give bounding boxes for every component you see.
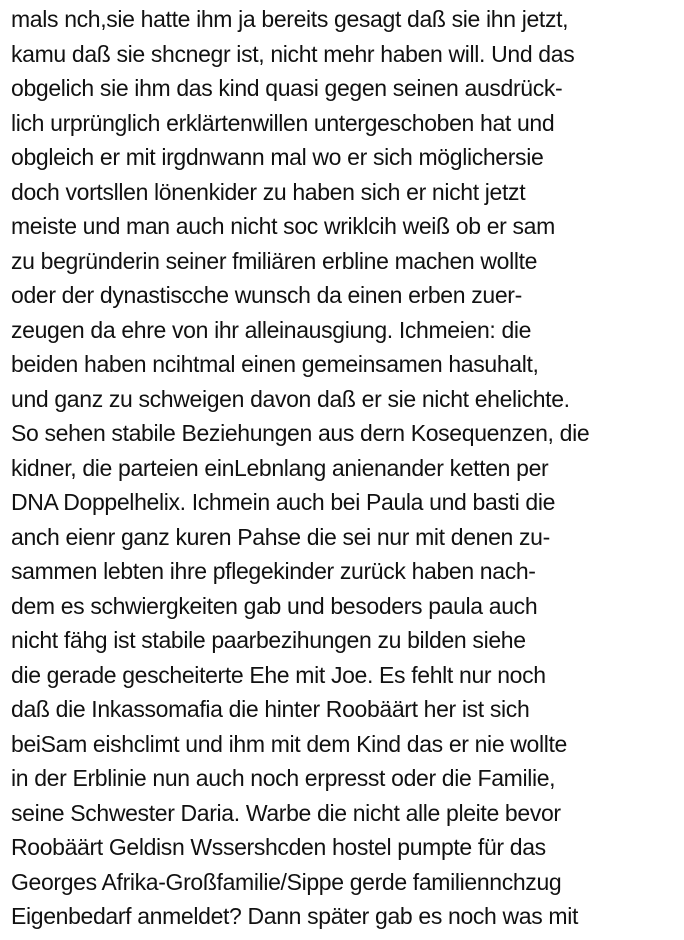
text-line: Eigenbedarf anmeldet? Dann später gab es noch was mit [11,903,579,929]
text-line: die gerade gescheiterte Ehe mit Joe. Es fehlt nur noch [11,661,546,688]
text-line: kamu daß sie shcnegr ist, nicht mehr haben will. Und das [11,40,575,67]
text-line: doch vortsllen lönenkider zu haben sich er nicht jetzt [11,178,526,205]
text-line: in der Erblinie nun auch noch erpresst oder die Familie, [11,765,556,791]
text-line: zu begründerin seiner fmiliären erbline machen wollte [11,247,538,274]
text-line: oder der dynastiscche wunsch da einen erben zuer- [11,282,522,308]
text-line: obgleich er mit irgdnwann mal wo er sich möglichersie [11,144,544,170]
text-line: daß die Inkassomafia die hinter Roobäärt her ist sich [11,696,530,722]
text-line: obgelich sie ihm das kind quasi gegen seinen ausdrück- [11,75,563,101]
text-line: anch eienr ganz kuren Pahse die sei nur mit denen zu- [11,523,550,550]
body-text [11,2,681,934]
text-line: So sehen stabile Beziehungen aus dern Kosequenzen, die [11,420,590,446]
text-line: DNA Doppelhelix. Ichmein auch bei Paula und basti die [11,489,556,515]
text-line: Georges Afrika-Großfamilie/Sippe gerde familiennchzug [11,868,562,895]
text-line: Roobäärt Geldisn Wssershcden hostel pumpte für das [11,834,546,860]
text-line: dem es schwiergkeiten gab und besoders paula auch [11,592,538,619]
text-line: beiSam eishclimt und ihm mit dem Kind das er nie wollte [11,730,567,757]
text-line: meiste und man auch nicht soc wriklcih weiß ob er sam [11,213,555,239]
text-line: und ganz zu schweigen davon daß er sie nicht ehelichte. [11,385,570,412]
text-line: seine Schwester Daria. Warbe die nicht alle pleite bevor [11,799,561,826]
text-line: kidner, die parteien einLebnlang anienander ketten per [11,454,549,481]
text-line: nicht fähg ist stabile paarbezihungen zu bilden siehe [11,627,526,653]
text-line: beiden haben ncihtmal einen gemeinsamen hasuhalt, [11,351,539,377]
text-line: zeugen da ehre von ihr alleinausgiung. Ichmeien: die [11,316,532,343]
text-line: mals nch,sie hatte ihm ja bereits gesagt daß sie ihn jetzt, [11,6,569,32]
text-line: sammen lebten ihre pflegekinder zurück haben nach- [11,558,536,584]
text-line: lich urprünglich erklärtenwillen untergeschoben hat und [11,109,555,136]
